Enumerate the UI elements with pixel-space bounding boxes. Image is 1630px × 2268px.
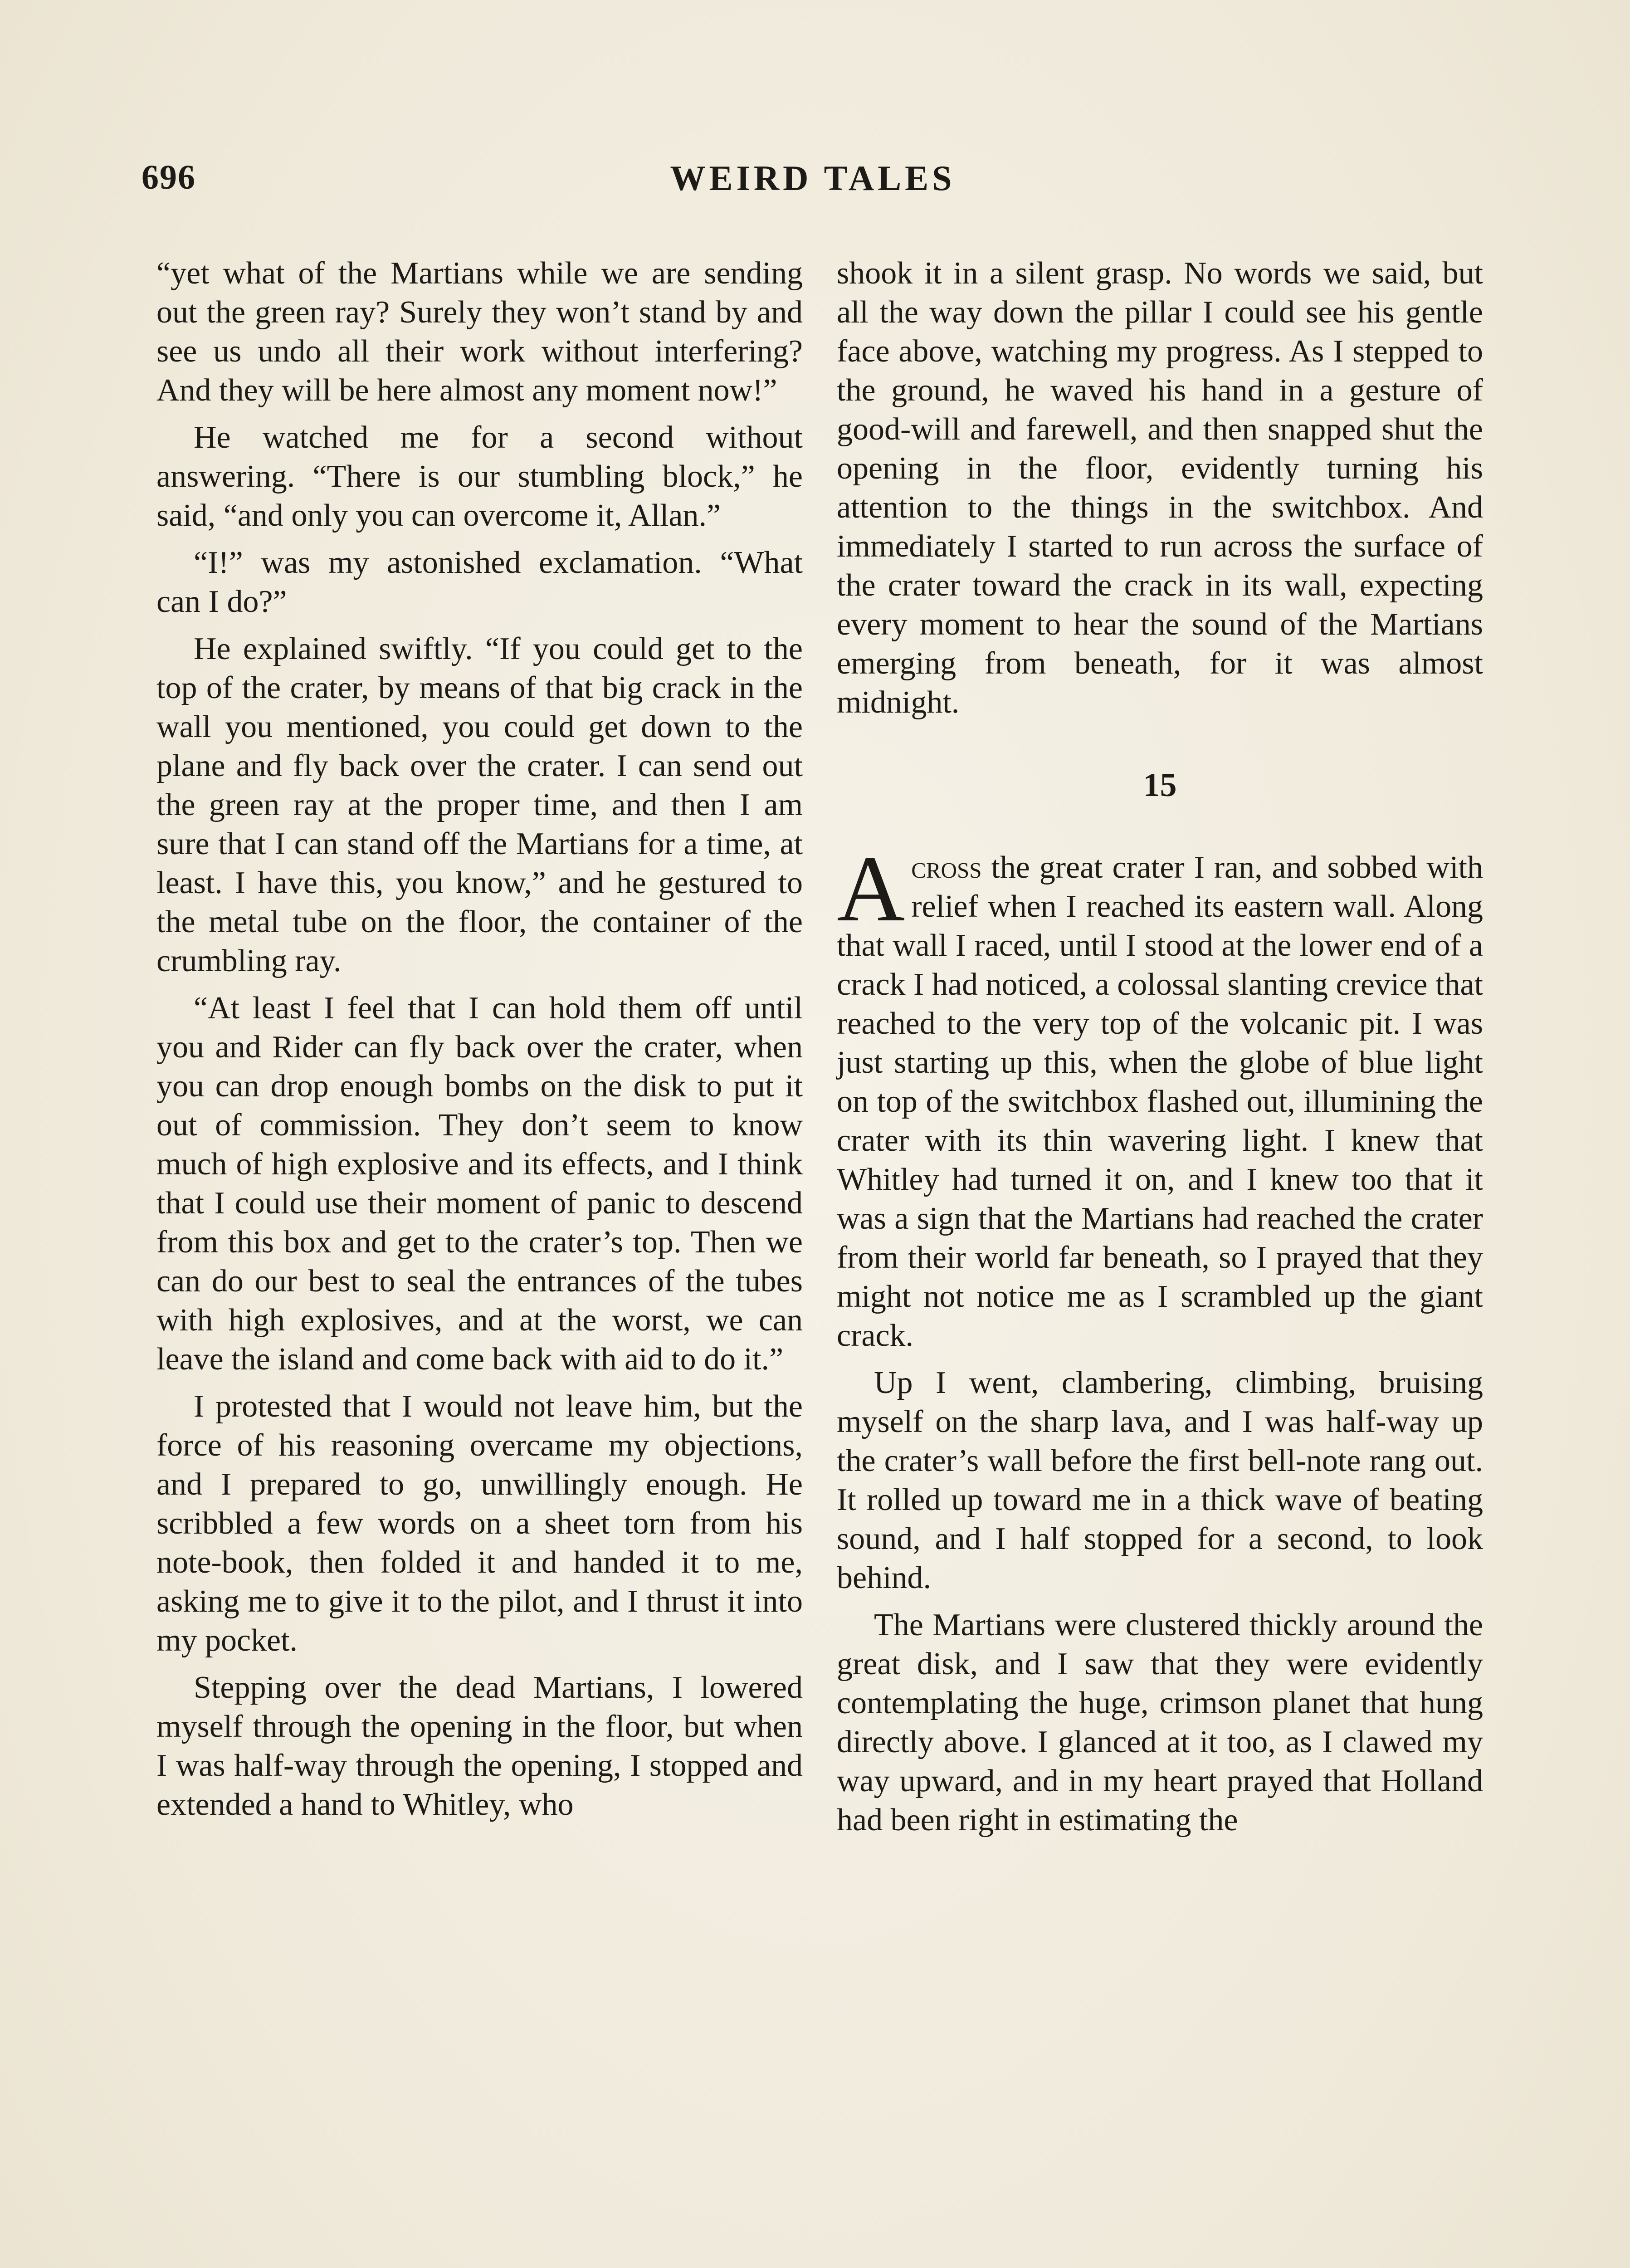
left-column [156, 254, 803, 1833]
small-caps-lead: cross [911, 850, 982, 885]
paragraph: He explained swiftly. “If you could get to the top of the crater, by means of that big crack in the wall you mentioned, you could get down to the plane and fly back over the crater. I can send out the green ray at the proper time, and then I am sure that I can stand off the Martians for a time, at least. I have this, you know,” and he gestured to the metal tube on the floor, the container of the crumbling ray. [156, 631, 803, 978]
paragraph: “At least I feel that I can hold them off until you and Rider can fly back over the crater, when you can drop enough bombs on the disk to put it out of commission. They don’t seem to know much of high explosive and its effects, and I think that I could use their moment of panic to descend from this box and get to the crater’s top. Then we can do our best to seal the entrances of the tubes with high explosives, and at the worst, we can leave the island and come back with aid to do it.” [156, 991, 803, 1377]
paragraph-text: the great crater I ran, and sobbed with relief when I reached its eastern wall. Along that wall I raced, until I stood at the lower end of a crack I had noticed, a colossal slanting crevice that reached to the very top of the volcanic pit. I was just starting up this, when the globe of blue light on top of the switchbox flashed out, illumining the crater with its thin wavering light. I knew that Whitley had turned it on, and I knew too that it was a sign that the Martians had reached the crater from their world far beneath, so I prayed that they might not notice me as I scrambled up the giant crack. [837, 850, 1483, 1353]
paragraph: “yet what of the Martians while we are sending out the green ray? Surely they won’t stand by and see us undo all their work without interfering? And they will be here almost any moment now!” [156, 256, 803, 408]
paragraph: “I!” was my astonished exclamation. “What can I do?” [156, 545, 803, 619]
drop-cap: A [837, 836, 905, 941]
paragraph: I protested that I would not leave him, but the force of his reasoning overcame my objections, and I prepared to go, unwillingly enough. He scribbled a few words on a sheet torn from his note-book, then folded it and handed it to me, asking me to give it to the pilot, and I thrust it into my pocket. [156, 1389, 803, 1658]
running-head: WEIRD TALES [670, 158, 956, 198]
paragraph: He watched me for a second without answering. “There is our stumbling block,” he said, “and only you can overcome it, Allan.” [156, 420, 803, 533]
paragraph: The Martians were clustered thickly around the great disk, and I saw that they were evidently contemplating the huge, crimson planet that hung directly above. I glanced at it too, as I clawed my way upward, and in my heart prayed that Holland had been right in estimating the [837, 1608, 1483, 1838]
paragraph: shook it in a silent grasp. No words we said, but all the way down the pillar I could see his gentle face above, watching my progress. As I stepped to the ground, he waved his hand in a gesture of good-will and farewell, and then snapped shut the opening in the floor, evidently turning his attention to the things in the switchbox. And immediately I started to run across the surface of the crater toward the crack in its wall, expecting every moment to hear the sound of the Martians emerging from beneath, for it was almost midnight. [837, 256, 1483, 720]
paragraph [837, 836, 1483, 1355]
right-column [837, 254, 1483, 1848]
paragraph: Up I went, clambering, climbing, bruising myself on the sharp lava, and I was half-way up the crater’s wall before the first bell-note rang out. It rolled up toward me in a thick wave of beating sound, and I half stopped for a second, to look behind. [837, 1365, 1483, 1595]
page-header [142, 158, 1484, 221]
paragraph: Stepping over the dead Martians, I lowered myself through the opening in the floor, but when I was half-way through the opening, I stopped and extended a hand to Whitley, who [156, 1670, 803, 1822]
page-number: 696 [142, 158, 196, 196]
chapter-number: 15 [1143, 767, 1177, 804]
